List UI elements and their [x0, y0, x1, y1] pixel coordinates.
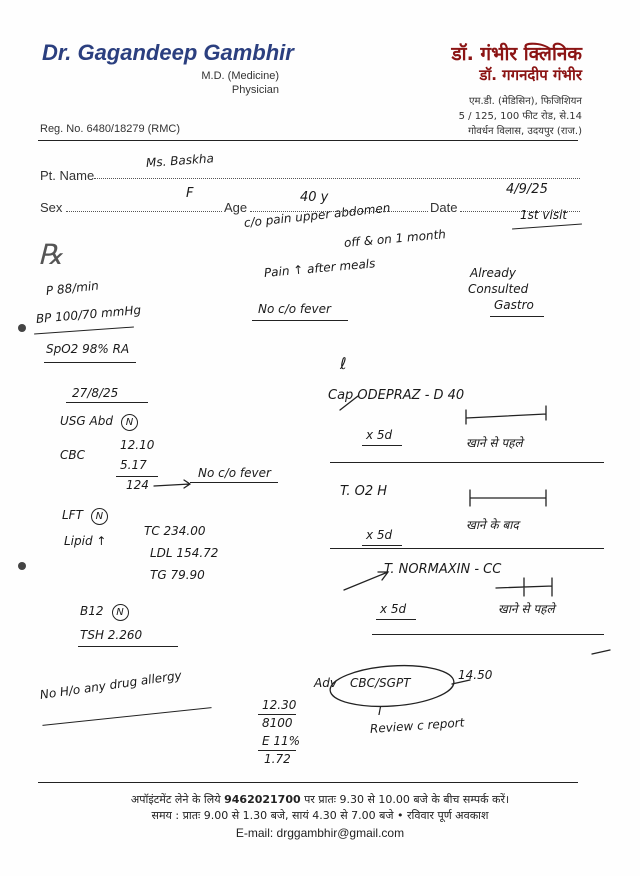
advice-mark: I [378, 704, 382, 718]
patient-name: Ms. Baskha [145, 151, 215, 170]
medication-1-qty: x 5d [366, 428, 393, 442]
cbc-note: No c/o fever [198, 466, 271, 480]
medication-3-name: T. NORMAXIN - CC [384, 562, 502, 577]
spo2: SpO2 98% RA [46, 342, 130, 356]
stray-mark [592, 650, 610, 654]
medication-2-qty: x 5d [366, 528, 393, 542]
review-note: Review c report [369, 715, 465, 736]
email-line: E-mail: drggambhir@gmail.com [235, 826, 405, 840]
advice-prefix: Adv [314, 676, 337, 690]
phone-number: 9462021700 [224, 793, 301, 806]
appointment-after: पर प्रातः 9.30 से 10.00 बजे के बीच सम्पर्क करें। [304, 793, 510, 806]
lft-text: LFT [62, 508, 83, 522]
pain-note: Pain ↑ after meals [263, 256, 376, 280]
usg-text: USG Abd [60, 414, 113, 428]
advice-circle [329, 662, 455, 711]
cbc-value-1: 12.10 [120, 438, 155, 452]
already-line3: Gastro [494, 298, 534, 312]
allergy-note: No H/o any drug allergy [39, 668, 183, 702]
medication-2-instruction: खाने के बाद [466, 518, 519, 532]
punch-hole-top [18, 324, 26, 332]
lft-result: N [91, 508, 108, 525]
advice-tests: CBC/SGPT [350, 676, 411, 690]
medication-1-instruction: खाने से पहले [466, 436, 523, 450]
already-line1: Already [470, 266, 516, 280]
advice-value: 14.50 [458, 668, 493, 682]
qualification-hindi: एम.डी. (मेडिसिन), फिजिशियन [468, 96, 582, 107]
medication-3-qty: x 5d [380, 602, 407, 616]
rx-symbol: ℞ [38, 238, 64, 271]
patient-age: 40 y [300, 190, 329, 205]
visit-date: 4/9/25 [506, 182, 548, 197]
advice-link [452, 680, 470, 684]
ldl-value: LDL 154.72 [150, 546, 219, 560]
dose-bracket-2 [470, 490, 546, 506]
complaint-line1: c/o pain upper abdomen [243, 200, 392, 230]
pt-name-label: Pt. Name [40, 168, 95, 183]
tsh-value: TSH 2.260 [80, 628, 143, 642]
cbc-arrow [154, 480, 190, 488]
lab-value-1: 12.30 [262, 698, 297, 712]
b12-text: B12 [80, 604, 104, 618]
lab-value-2: 8100 [262, 716, 293, 730]
patient-sex: F [186, 186, 194, 201]
visit-type: 1st visit [520, 208, 568, 222]
already-line2: Consulted [468, 282, 529, 296]
footer-divider [38, 782, 578, 783]
usg-date: 27/8/25 [72, 386, 119, 400]
lab-value-3: E 11% [262, 734, 301, 748]
address-line2-hindi: गोवर्धन विलास, उदयपुर (राज.) [468, 126, 582, 137]
sex-label: Sex [40, 200, 63, 215]
clinic-name-hindi: डॉ. गंभीर क्लिनिक [451, 43, 582, 65]
no-fever-note: No c/o fever [258, 302, 331, 316]
normaxin-arrow [344, 572, 388, 590]
medication-3-instruction: खाने से पहले [498, 602, 555, 616]
doctor-name: Dr. Gagandeep Gambhir [42, 40, 294, 65]
appointment-before: अपॉइंटमेंट लेने के लिये [130, 793, 221, 806]
tc-value: TC 234.00 [144, 524, 206, 538]
age-label: Age [224, 200, 248, 215]
date-label: Date [430, 200, 458, 215]
cap-tick [340, 396, 358, 410]
complaint-line2: off & on 1 month [343, 227, 447, 250]
lab-value-4: 1.72 [264, 752, 291, 766]
appointment-line [0, 792, 640, 807]
dose-bracket-1 [466, 406, 546, 424]
pulse: P 88/min [45, 278, 100, 298]
registration-number: Reg. No. 6480/18279 (RMC) [40, 123, 181, 135]
timings-line: समय : प्रातः 9.00 से 1.30 बजे, सायं 4.30 से 7.00 बजे • रविवार पूर्ण अवकाश [151, 809, 489, 822]
cbc-value-2: 5.17 [120, 458, 147, 472]
tg-value: TG 79.90 [150, 568, 205, 582]
lipid-label: Lipid ↑ [64, 534, 107, 548]
cbc-label: CBC [60, 448, 85, 462]
address-line1-hindi: 5 / 125, 100 फीट रोड, से.14 [458, 111, 582, 122]
qualification: M.D. (Medicine) [201, 70, 279, 82]
b12-result: N [112, 604, 129, 621]
designation: Physician [231, 84, 279, 96]
doctor-name-hindi: डॉ. गगनदीप गंभीर [479, 66, 582, 84]
medication-1-name: Cap ODEPRAZ - D 40 [328, 388, 465, 403]
check-mark: ℓ [340, 354, 347, 373]
blood-pressure: BP 100/70 mmHg [35, 302, 142, 326]
dose-bracket-3 [496, 578, 552, 596]
punch-hole-bottom [18, 562, 26, 570]
cbc-value-3: 124 [126, 478, 149, 492]
medication-2-name: T. O2 H [340, 484, 388, 499]
usg-result: N [121, 414, 138, 431]
